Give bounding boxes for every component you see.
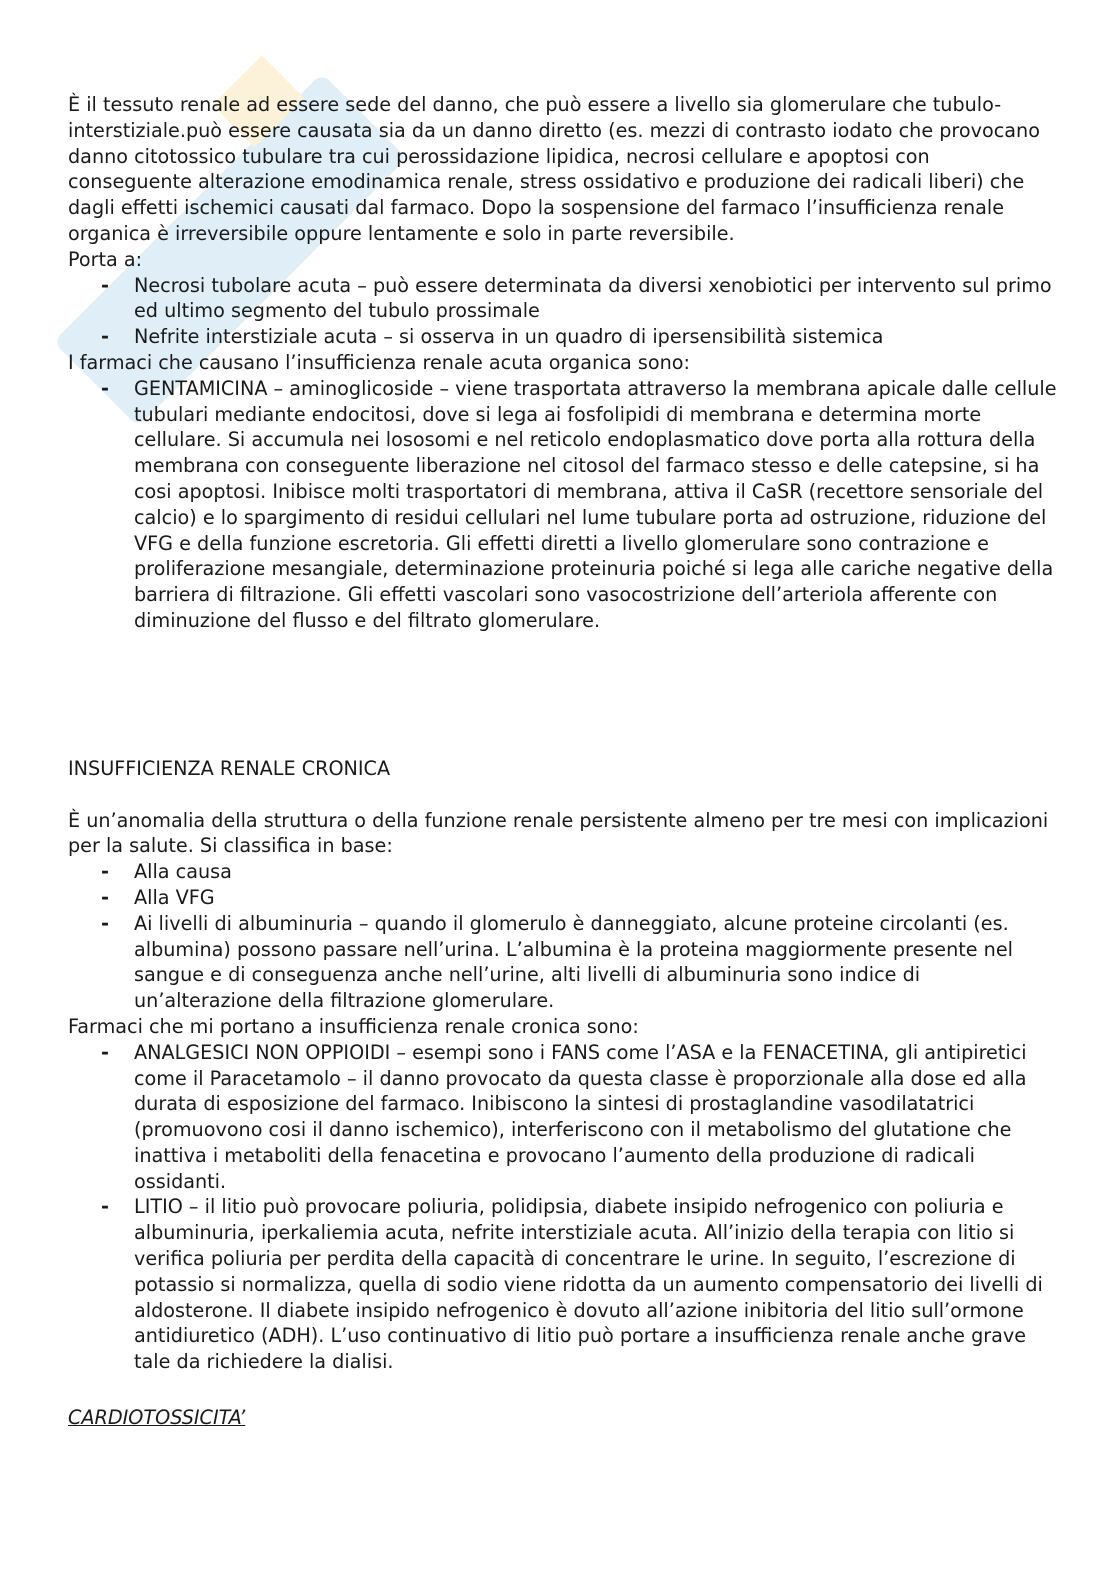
- paragraph-intro-organic-failure: È il tessuto renale ad essere sede del danno, che può essere a livello sia glomerulare che tubulo-interstiziale.può essere causata sia da un danno diretto (es. mezzi di contrasto iodato che provocano danno citotossico tubulare tra cui perossidazione lipidica, necrosi cellulare e apoptosi con conseguente alterazione emodinamica renale, stress ossidativo e produzione dei radicali liberi) che dagli effetti ischemici causati dal farmaco. Dopo la sospensione del farmaco l’insufficienza renale organica è irreversibile oppure lentamente e solo in parte reversibile.: [68, 93, 1040, 245]
- list-item: - Ai livelli di albuminuria – quando il glomerulo è danneggiato, alcune proteine circolanti (es. albumina) possono passare nell’urina. L’albumina è la proteina maggiormente presente nel sangue e di conseguenza anche nell’urine, alti livelli di albuminuria sono indice di un’alterazione della filtrazione glomerulare.: [68, 911, 1058, 1014]
- section-heading-chronic: INSUFFICIENZA RENALE CRONICA: [68, 756, 391, 780]
- list-item: - LITIO – il litio può provocare poliuria, polidipsia, diabete insipido nefrogenico con poliuria e albuminuria, iperkaliemia acuta, nefrite interstiziale acuta. All’inizio della terapia con litio si verifica poliuria per perdita della capacità di concentrare le urine. In seguito, l’escrezione di potassio si normalizza, quella di sodio viene ridotta da un aumento compensatorio dei livelli di aldosterone. Il diabete insipido nefrogenico è dovuto all’azione inibitoria del litio sull’ormone antidiuretico (ADH). L’uso continuativo di litio può portare a insufficienza renale anche grave tale da richiedere la dialisi.: [68, 1194, 1058, 1375]
- section-heading-cardiotoxicity: CARDIOTOSSICITA’: [68, 1406, 246, 1430]
- lead-acute-drugs: I farmaci che causano l’insufficienza renale acuta organica sono:: [68, 350, 690, 374]
- list-item: - Nefrite interstiziale acuta – si osserva in un quadro di ipersensibilità sistemica: [68, 324, 1058, 350]
- spacer: [68, 634, 1058, 756]
- paragraph-chronic-definition: È un’anomalia della struttura o della funzione renale persistente almeno per tre mesi con implicazioni per la salute. Si classifica in base:: [68, 808, 1049, 858]
- list-item: - Alla causa: [68, 859, 1058, 885]
- list-item: - Necrosi tubolare acuta – può essere determinata da diversi xenobiotici per intervento sul primo ed ultimo segmento del tubulo prossimale: [68, 273, 1058, 325]
- lead-porta-a: Porta a:: [68, 247, 143, 271]
- spacer: [68, 782, 1058, 808]
- list-acute-drugs: [68, 376, 1058, 634]
- spacer: [68, 1375, 1058, 1405]
- list-classification: [68, 859, 1058, 1014]
- list-item: - Alla VFG: [68, 885, 1058, 911]
- lead-chronic-drugs: Farmaci che mi portano a insufficienza renale cronica sono:: [68, 1014, 639, 1038]
- list-chronic-drugs: [68, 1040, 1058, 1375]
- list-item: - GENTAMICINA – aminoglicoside – viene trasportata attraverso la membrana apicale dalle cellule tubulari mediante endocitosi, dove si lega ai fosfolipidi di membrana e determina morte cellulare. Si accumula nei lososomi e nel reticolo endoplasmatico dove porta alla rottura della membrana con conseguente liberazione nel citosol del farmaco stesso e delle catepsine, si ha cosi apoptosi. Inibisce molti trasportatori di membrana, attiva il CaSR (recettore sensoriale del calcio) e lo spargimento di residui cellulari nel lume tubulare porta ad ostruzione, riduzione del VFG e della funzione escretoria. Gli effetti diretti a livello glomerulare sono contrazione e proliferazione mesangiale, determinazione proteinuria poiché si lega alle cariche negative della barriera di filtrazione. Gli effetti vascolari sono vasocostrizione dell’arteriola afferente con diminuzione del flusso e del filtrato glomerulare.: [68, 376, 1058, 634]
- list-item: - ANALGESICI NON OPPIOIDI – esempi sono i FANS come l’ASA e la FENACETINA, gli antipiretici come il Paracetamolo – il danno provocato da questa classe è proporzionale alla dose ed alla durata di esposizione del farmaco. Inibiscono la sintesi di prostaglandine vasodilatatrici (promuovono cosi il danno ischemico), interferiscono con il metabolismo del glutatione che inattiva i metaboliti della fenacetina e provocano l’aumento della produzione di radicali ossidanti.: [68, 1040, 1058, 1195]
- document-page: [68, 92, 1058, 1431]
- list-consequences: [68, 273, 1058, 350]
